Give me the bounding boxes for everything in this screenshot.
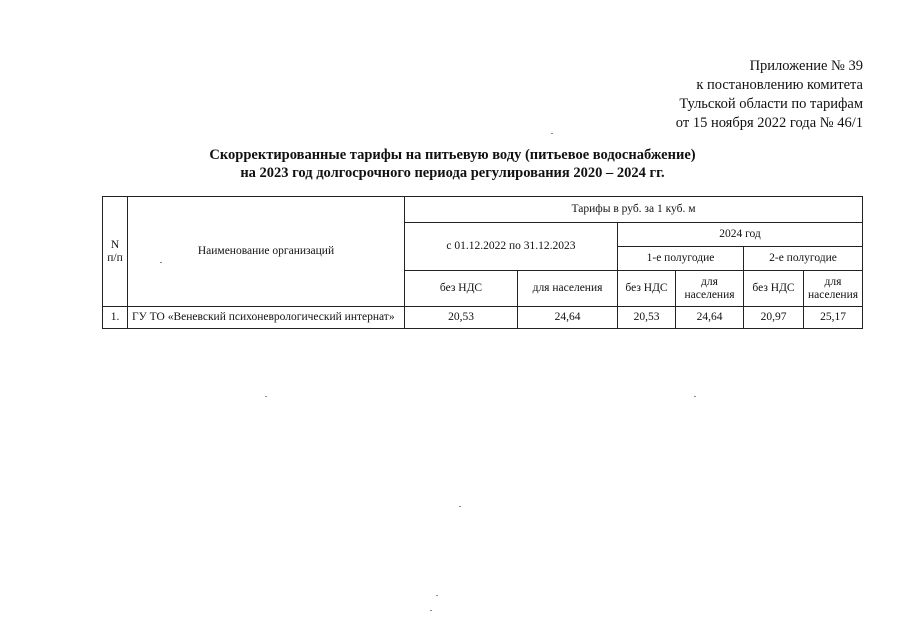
table-row [103, 307, 863, 329]
header-h2-no-vat: без НДС [744, 271, 804, 307]
appendix-resolution: к постановлению комитета [696, 77, 863, 93]
header-tariffs-group: Тарифы в руб. за 1 куб. м [405, 197, 863, 223]
header-row-1 [103, 197, 863, 223]
scan-speck [430, 610, 432, 611]
tariffs-table [102, 196, 863, 329]
appendix-committee: Тульской области по тарифам [679, 96, 863, 112]
scan-speck [551, 133, 553, 134]
row-h1-population: 24,64 [676, 307, 744, 329]
row-p1-population: 24,64 [518, 307, 618, 329]
header-half-2: 2-е полугодие [744, 247, 863, 271]
header-h1-no-vat: без НДС [618, 271, 676, 307]
row-org-name: ГУ ТО «Веневский психоневрологический интернат» [128, 307, 405, 329]
scan-speck [694, 396, 696, 397]
header-h1-population: для населения [676, 271, 744, 307]
document-title [0, 146, 905, 182]
header-period-1: с 01.12.2022 по 31.12.2023 [405, 223, 618, 271]
header-p1-no-vat: без НДС [405, 271, 518, 307]
header-h2-population: для населения [804, 271, 863, 307]
row-h2-no-vat: 20,97 [744, 307, 804, 329]
scan-speck [265, 396, 267, 397]
row-h2-population: 25,17 [804, 307, 863, 329]
row-h1-no-vat: 20,53 [618, 307, 676, 329]
appendix-date: от 15 ноября 2022 года № 46/1 [675, 115, 863, 131]
header-number: N п/п [103, 197, 128, 307]
appendix-number: Приложение № 39 [749, 58, 863, 74]
row-number: 1. [103, 307, 128, 329]
header-p1-population: для населения [518, 271, 618, 307]
document-title-line2: на 2023 год долгосрочного периода регулирования 2020 – 2024 гг. [240, 165, 665, 181]
header-year-2024: 2024 год [618, 223, 863, 247]
scan-speck [459, 506, 461, 507]
scan-speck [436, 595, 438, 596]
scan-speck [160, 262, 162, 263]
header-org-name: Наименование организаций [128, 197, 405, 307]
document-title-line1: Скорректированные тарифы на питьевую воду (питьевое водоснабжение) [209, 147, 696, 163]
row-p1-no-vat: 20,53 [405, 307, 518, 329]
header-half-1: 1-е полугодие [618, 247, 744, 271]
appendix-reference [676, 57, 863, 133]
